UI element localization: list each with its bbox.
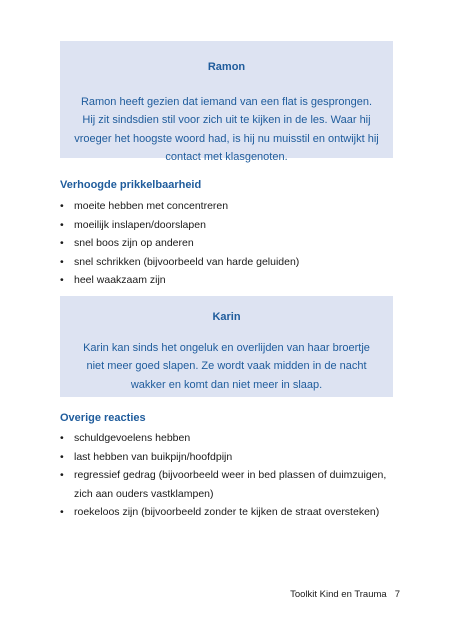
section-heading-prikkelbaarheid: Verhoogde prikkelbaarheid (60, 179, 202, 191)
bullet-list-overige-reacties (60, 429, 400, 522)
list-item: • schuldgevoelens hebben (60, 429, 400, 448)
bullet-list-prikkelbaarheid (60, 197, 400, 290)
case-title: Ramon (207, 61, 246, 73)
list-item: • snel boos zijn op anderen (60, 234, 400, 253)
section-heading-overige-reacties: Overige reacties (60, 412, 146, 424)
case-title: Karin (212, 311, 241, 323)
page-number: 7 (394, 589, 400, 600)
list-item: • regressief gedrag (bijvoorbeeld weer in bed plassen of duimzuigen, zich aan ouders vastklampen) (60, 466, 400, 503)
list-item: • heel waakzaam zijn (60, 271, 400, 290)
case-text: Ramon heeft gezien dat iemand van een flat is gesprongen. Hij zit sindsdien stil voor zich uit te kijken in de les. Waar hij vroeger het hoogste woord had, is hij nu muisstil en ontwijkt hij contact met klasgenoten. (74, 95, 379, 163)
case-box-karin (60, 296, 393, 397)
case-box-ramon (60, 41, 393, 163)
list-item: • moeite hebben met concentreren (60, 197, 400, 216)
list-item: • roekeloos zijn (bijvoorbeeld zonder te kijken de straat oversteken) (60, 503, 400, 522)
list-item: • snel schrikken (bijvoorbeeld van harde geluiden) (60, 253, 400, 272)
page-footer (290, 589, 400, 600)
footer-title: Toolkit Kind en Trauma (290, 589, 387, 600)
list-item: • moeilijk inslapen/doorslapen (60, 216, 400, 235)
case-text: Karin kan sinds het ongeluk en overlijden van haar broertje niet meer goed slapen. Ze wordt vaak midden in de nacht wakker en komt dan niet meer in slaap. (83, 341, 370, 391)
list-item: • last hebben van buikpijn/hoofdpijn (60, 448, 400, 467)
